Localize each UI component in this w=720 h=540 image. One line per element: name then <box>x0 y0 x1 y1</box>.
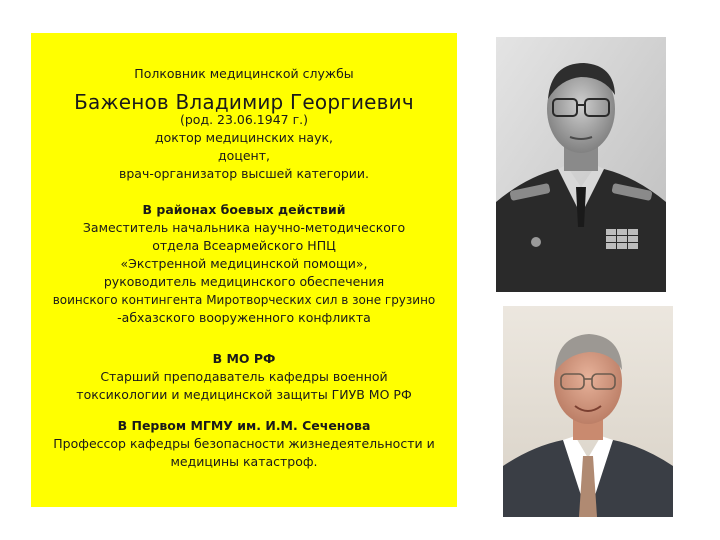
combat-heading: В районах боевых действий <box>142 202 346 217</box>
combat-line: отдела Всеармейского НПЦ <box>152 238 336 253</box>
combat-line: руководитель медицинского обеспечения <box>103 274 385 289</box>
portrait-uniform-icon <box>496 37 666 292</box>
biography-panel <box>31 33 457 507</box>
rank-title: Полковник медицинской службы <box>134 66 354 81</box>
combat-section <box>31 201 457 327</box>
title-line: доцент, <box>218 148 270 163</box>
mo-line: Старший преподаватель кафедры военной <box>100 369 388 384</box>
portrait-suit-icon <box>503 306 673 517</box>
mgmu-heading: В Первом МГМУ им. И.М. Сеченова <box>117 418 371 433</box>
person-name: Баженов Владимир Георгиевич <box>74 90 414 114</box>
birth-date: (род. 23.06.1947 г.) <box>179 112 308 127</box>
credentials-block <box>31 111 457 183</box>
degree-line: доктор медицинских наук, <box>154 130 334 145</box>
combat-line: «Экстренной медицинской помощи», <box>120 256 368 271</box>
mo-line: токсикологии и медицинской защиты ГИУВ МО РФ <box>76 387 412 402</box>
category-line: врач-организатор высшей категории. <box>119 166 369 181</box>
mgmu-section <box>31 417 457 471</box>
mo-heading: В МО РФ <box>212 351 276 366</box>
combat-line: Заместитель начальника научно-методического <box>82 220 406 235</box>
combat-line: -абхазского вооруженного конфликта <box>117 310 371 325</box>
combat-line: воинского контингента Миротворческих сил в зоне грузино <box>52 293 436 307</box>
mo-section <box>31 350 457 404</box>
mgmu-line: медицины катастроф. <box>170 454 318 469</box>
mgmu-line: Профессор кафедры безопасности жизнедеятельности и <box>53 436 435 451</box>
